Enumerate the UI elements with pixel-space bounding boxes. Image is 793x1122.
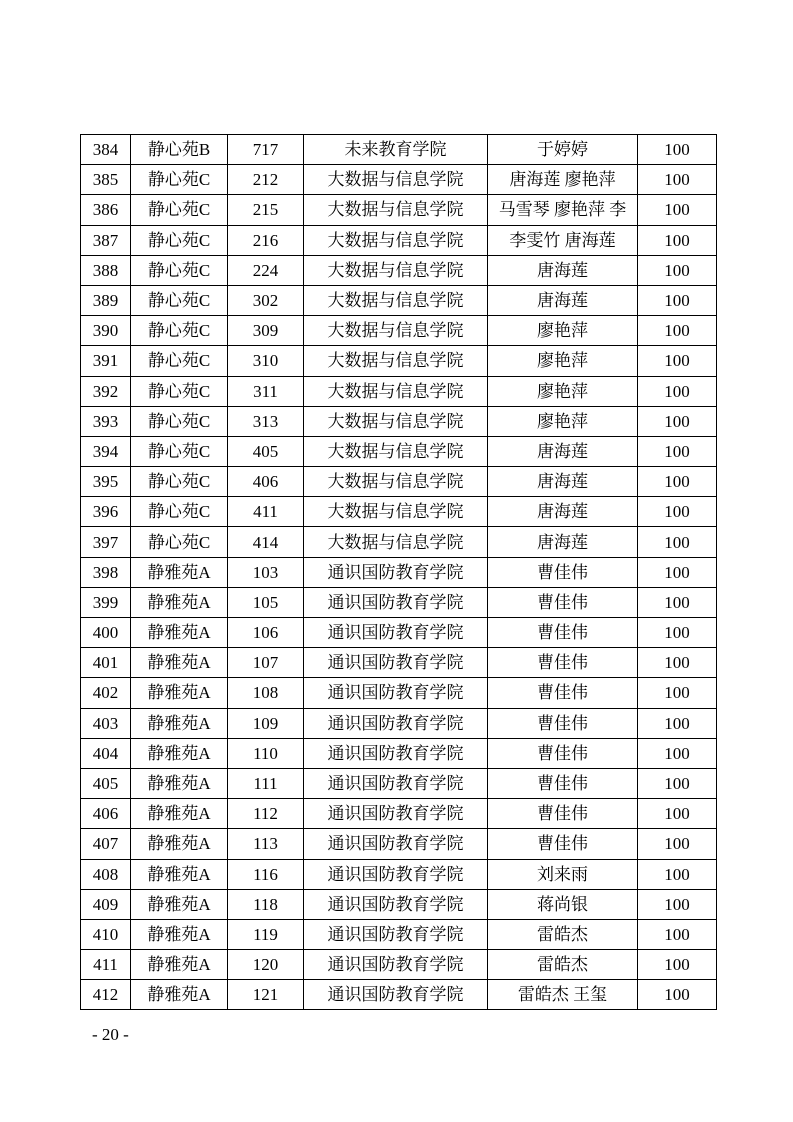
staff-cell: 廖艳萍: [488, 346, 638, 376]
building-cell: 静心苑C: [131, 225, 228, 255]
building-cell: 静雅苑A: [131, 950, 228, 980]
staff-cell: 唐海莲: [488, 497, 638, 527]
room-cell: 216: [228, 225, 304, 255]
table-row: [81, 527, 717, 557]
room-cell: 105: [228, 587, 304, 617]
building-cell: 静雅苑A: [131, 799, 228, 829]
room-cell: 310: [228, 346, 304, 376]
table-row: [81, 316, 717, 346]
table-row: [81, 859, 717, 889]
college-cell: 大数据与信息学院: [304, 165, 488, 195]
score-cell: 100: [638, 618, 717, 648]
college-cell: 通识国防教育学院: [304, 557, 488, 587]
room-cell: 110: [228, 738, 304, 768]
building-cell: 静雅苑A: [131, 859, 228, 889]
room-cell: 112: [228, 799, 304, 829]
score-cell: 100: [638, 648, 717, 678]
row-index-cell: 409: [81, 889, 131, 919]
college-cell: 大数据与信息学院: [304, 225, 488, 255]
table-row: [81, 557, 717, 587]
staff-cell: 曹佳伟: [488, 557, 638, 587]
table-row: [81, 376, 717, 406]
score-cell: 100: [638, 285, 717, 315]
college-cell: 大数据与信息学院: [304, 255, 488, 285]
score-cell: 100: [638, 346, 717, 376]
staff-cell: 曹佳伟: [488, 799, 638, 829]
table-row: [81, 135, 717, 165]
staff-cell: 廖艳萍: [488, 376, 638, 406]
college-cell: 大数据与信息学院: [304, 316, 488, 346]
room-cell: 406: [228, 467, 304, 497]
staff-cell: 刘来雨: [488, 859, 638, 889]
score-cell: 100: [638, 738, 717, 768]
building-cell: 静心苑C: [131, 195, 228, 225]
college-cell: 通识国防教育学院: [304, 708, 488, 738]
row-index-cell: 412: [81, 980, 131, 1010]
college-cell: 通识国防教育学院: [304, 889, 488, 919]
score-cell: 100: [638, 376, 717, 406]
table-row: [81, 889, 717, 919]
score-cell: 100: [638, 708, 717, 738]
row-index-cell: 384: [81, 135, 131, 165]
staff-cell: 曹佳伟: [488, 829, 638, 859]
row-index-cell: 403: [81, 708, 131, 738]
row-index-cell: 405: [81, 768, 131, 798]
row-index-cell: 386: [81, 195, 131, 225]
row-index-cell: 391: [81, 346, 131, 376]
table-row: [81, 587, 717, 617]
staff-cell: 唐海莲: [488, 255, 638, 285]
row-index-cell: 411: [81, 950, 131, 980]
row-index-cell: 387: [81, 225, 131, 255]
college-cell: 大数据与信息学院: [304, 406, 488, 436]
building-cell: 静心苑C: [131, 436, 228, 466]
room-cell: 103: [228, 557, 304, 587]
table-row: [81, 497, 717, 527]
room-cell: 113: [228, 829, 304, 859]
table-row: [81, 648, 717, 678]
dormitory-score-table: [80, 134, 717, 1010]
row-index-cell: 406: [81, 799, 131, 829]
room-cell: 111: [228, 768, 304, 798]
table-row: [81, 165, 717, 195]
building-cell: 静雅苑A: [131, 980, 228, 1010]
building-cell: 静心苑C: [131, 467, 228, 497]
college-cell: 通识国防教育学院: [304, 859, 488, 889]
building-cell: 静心苑C: [131, 316, 228, 346]
college-cell: 通识国防教育学院: [304, 950, 488, 980]
row-index-cell: 404: [81, 738, 131, 768]
score-cell: 100: [638, 678, 717, 708]
college-cell: 大数据与信息学院: [304, 285, 488, 315]
college-cell: 通识国防教育学院: [304, 980, 488, 1010]
room-cell: 107: [228, 648, 304, 678]
room-cell: 118: [228, 889, 304, 919]
row-index-cell: 398: [81, 557, 131, 587]
room-cell: 311: [228, 376, 304, 406]
score-cell: 100: [638, 919, 717, 949]
building-cell: 静雅苑A: [131, 889, 228, 919]
building-cell: 静雅苑A: [131, 557, 228, 587]
table-row: [81, 829, 717, 859]
staff-cell: 曹佳伟: [488, 618, 638, 648]
room-cell: 121: [228, 980, 304, 1010]
score-cell: 100: [638, 195, 717, 225]
table-row: [81, 406, 717, 436]
staff-cell: 曹佳伟: [488, 708, 638, 738]
table-row: [81, 195, 717, 225]
building-cell: 静心苑C: [131, 376, 228, 406]
table-row: [81, 467, 717, 497]
score-cell: 100: [638, 225, 717, 255]
room-cell: 116: [228, 859, 304, 889]
staff-cell: 廖艳萍: [488, 316, 638, 346]
college-cell: 大数据与信息学院: [304, 436, 488, 466]
table-row: [81, 708, 717, 738]
college-cell: 通识国防教育学院: [304, 648, 488, 678]
table-body: [81, 135, 717, 1010]
staff-cell: 雷皓杰: [488, 950, 638, 980]
college-cell: 通识国防教育学院: [304, 919, 488, 949]
college-cell: 未来教育学院: [304, 135, 488, 165]
table-row: [81, 950, 717, 980]
staff-cell: 李雯竹 唐海莲: [488, 225, 638, 255]
building-cell: 静心苑B: [131, 135, 228, 165]
room-cell: 302: [228, 285, 304, 315]
building-cell: 静雅苑A: [131, 919, 228, 949]
staff-cell: 蒋尚银: [488, 889, 638, 919]
row-index-cell: 395: [81, 467, 131, 497]
room-cell: 212: [228, 165, 304, 195]
staff-cell: 曹佳伟: [488, 738, 638, 768]
score-cell: 100: [638, 406, 717, 436]
row-index-cell: 399: [81, 587, 131, 617]
building-cell: 静雅苑A: [131, 587, 228, 617]
building-cell: 静心苑C: [131, 285, 228, 315]
staff-cell: 廖艳萍: [488, 406, 638, 436]
college-cell: 大数据与信息学院: [304, 346, 488, 376]
table-row: [81, 225, 717, 255]
score-cell: 100: [638, 799, 717, 829]
table-row: [81, 255, 717, 285]
college-cell: 大数据与信息学院: [304, 497, 488, 527]
row-index-cell: 388: [81, 255, 131, 285]
score-cell: 100: [638, 467, 717, 497]
staff-cell: 马雪琴 廖艳萍 李: [488, 195, 638, 225]
staff-cell: 唐海莲: [488, 467, 638, 497]
row-index-cell: 390: [81, 316, 131, 346]
table-row: [81, 919, 717, 949]
table-row: [81, 436, 717, 466]
score-cell: 100: [638, 587, 717, 617]
room-cell: 215: [228, 195, 304, 225]
score-cell: 100: [638, 859, 717, 889]
building-cell: 静雅苑A: [131, 829, 228, 859]
room-cell: 224: [228, 255, 304, 285]
row-index-cell: 400: [81, 618, 131, 648]
row-index-cell: 396: [81, 497, 131, 527]
score-cell: 100: [638, 557, 717, 587]
row-index-cell: 385: [81, 165, 131, 195]
row-index-cell: 394: [81, 436, 131, 466]
score-cell: 100: [638, 316, 717, 346]
college-cell: 通识国防教育学院: [304, 738, 488, 768]
building-cell: 静心苑C: [131, 527, 228, 557]
room-cell: 405: [228, 436, 304, 466]
score-cell: 100: [638, 165, 717, 195]
row-index-cell: 389: [81, 285, 131, 315]
score-cell: 100: [638, 255, 717, 285]
building-cell: 静心苑C: [131, 346, 228, 376]
building-cell: 静心苑C: [131, 165, 228, 195]
row-index-cell: 397: [81, 527, 131, 557]
score-cell: 100: [638, 436, 717, 466]
table-row: [81, 346, 717, 376]
staff-cell: 唐海莲: [488, 285, 638, 315]
building-cell: 静心苑C: [131, 255, 228, 285]
table-row: [81, 678, 717, 708]
score-cell: 100: [638, 889, 717, 919]
staff-cell: 唐海莲 廖艳萍: [488, 165, 638, 195]
table-row: [81, 980, 717, 1010]
college-cell: 大数据与信息学院: [304, 376, 488, 406]
score-cell: 100: [638, 768, 717, 798]
staff-cell: 曹佳伟: [488, 648, 638, 678]
staff-cell: 于婷婷: [488, 135, 638, 165]
score-cell: 100: [638, 980, 717, 1010]
room-cell: 120: [228, 950, 304, 980]
building-cell: 静雅苑A: [131, 738, 228, 768]
college-cell: 通识国防教育学院: [304, 678, 488, 708]
building-cell: 静雅苑A: [131, 618, 228, 648]
row-index-cell: 393: [81, 406, 131, 436]
table-row: [81, 738, 717, 768]
building-cell: 静心苑C: [131, 406, 228, 436]
building-cell: 静雅苑A: [131, 708, 228, 738]
staff-cell: 曹佳伟: [488, 768, 638, 798]
page-number: - 20 -: [92, 1025, 129, 1044]
score-cell: 100: [638, 527, 717, 557]
college-cell: 通识国防教育学院: [304, 587, 488, 617]
table-row: [81, 285, 717, 315]
score-cell: 100: [638, 497, 717, 527]
score-cell: 100: [638, 135, 717, 165]
building-cell: 静雅苑A: [131, 768, 228, 798]
room-cell: 414: [228, 527, 304, 557]
table-row: [81, 768, 717, 798]
score-cell: 100: [638, 950, 717, 980]
score-cell: 100: [638, 829, 717, 859]
college-cell: 大数据与信息学院: [304, 527, 488, 557]
row-index-cell: 407: [81, 829, 131, 859]
college-cell: 通识国防教育学院: [304, 768, 488, 798]
row-index-cell: 410: [81, 919, 131, 949]
staff-cell: 雷皓杰 王玺: [488, 980, 638, 1010]
college-cell: 大数据与信息学院: [304, 467, 488, 497]
college-cell: 通识国防教育学院: [304, 799, 488, 829]
room-cell: 106: [228, 618, 304, 648]
row-index-cell: 392: [81, 376, 131, 406]
table-row: [81, 618, 717, 648]
building-cell: 静雅苑A: [131, 678, 228, 708]
row-index-cell: 401: [81, 648, 131, 678]
building-cell: 静雅苑A: [131, 648, 228, 678]
room-cell: 108: [228, 678, 304, 708]
row-index-cell: 402: [81, 678, 131, 708]
room-cell: 313: [228, 406, 304, 436]
college-cell: 大数据与信息学院: [304, 195, 488, 225]
room-cell: 119: [228, 919, 304, 949]
staff-cell: 唐海莲: [488, 436, 638, 466]
table-row: [81, 799, 717, 829]
room-cell: 411: [228, 497, 304, 527]
staff-cell: 曹佳伟: [488, 587, 638, 617]
room-cell: 109: [228, 708, 304, 738]
building-cell: 静心苑C: [131, 497, 228, 527]
staff-cell: 雷皓杰: [488, 919, 638, 949]
room-cell: 717: [228, 135, 304, 165]
staff-cell: 唐海莲: [488, 527, 638, 557]
college-cell: 通识国防教育学院: [304, 618, 488, 648]
staff-cell: 曹佳伟: [488, 678, 638, 708]
room-cell: 309: [228, 316, 304, 346]
college-cell: 通识国防教育学院: [304, 829, 488, 859]
row-index-cell: 408: [81, 859, 131, 889]
